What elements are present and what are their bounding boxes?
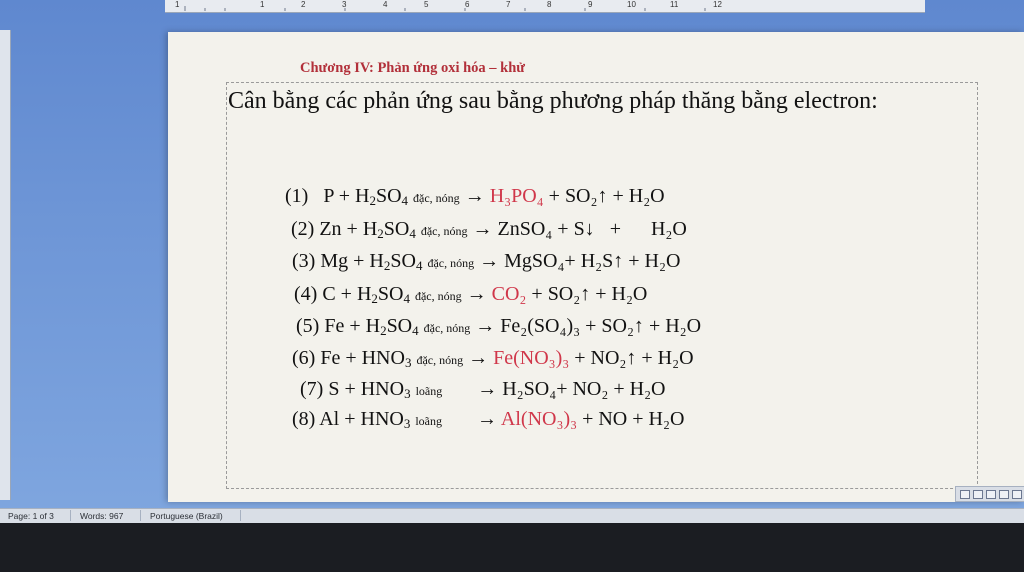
eq-condition: đặc, nóng bbox=[427, 256, 475, 270]
eq-condition: đặc, nóng bbox=[420, 224, 468, 238]
eq-product-2: SO₂↑ bbox=[601, 315, 644, 337]
vertical-ruler[interactable] bbox=[0, 30, 11, 500]
eq-reactant: Zn bbox=[319, 218, 342, 240]
eq-product-3: H₂O bbox=[611, 283, 648, 305]
eq-product-3: H₂O bbox=[644, 250, 681, 272]
eq-number: (3) bbox=[292, 250, 316, 272]
eq-number: (5) bbox=[296, 315, 320, 337]
horizontal-ruler[interactable] bbox=[165, 0, 925, 13]
eq-product-2: SO₂↑ bbox=[564, 185, 608, 207]
eq-product-1: CO₂ bbox=[491, 283, 527, 305]
eq-reactant: Mg bbox=[320, 250, 349, 272]
eq-product-2: NO bbox=[598, 408, 628, 430]
eq-reactant: Fe bbox=[320, 347, 341, 369]
status-language[interactable]: Portuguese (Brazil) bbox=[150, 511, 223, 521]
eq-product-1: MgSO₄ bbox=[504, 250, 565, 272]
ruler-number-2: 2 bbox=[301, 0, 306, 9]
eq-condition: loãng bbox=[415, 384, 443, 398]
status-separator bbox=[70, 510, 71, 521]
equation-5: (5) $Fe + H_2SO_4$ đặc, nóng → Fe₂(SO₄)₃ + SO₂↑ + H₂O bbox=[296, 315, 702, 338]
eq-product-3: H₂O bbox=[629, 378, 666, 400]
eq-number: (6) bbox=[292, 347, 316, 369]
eq-product-2: S↓ bbox=[573, 218, 595, 240]
equation-3: (3) $Mg + H_2SO_4$ đặc, nóng → MgSO₄+ H₂S↑ + H₂O bbox=[292, 250, 681, 273]
instruction-heading: Cân bằng các phản ứng sau bằng phương pháp thăng bằng electron: bbox=[228, 88, 878, 114]
eq-number: (2) bbox=[291, 218, 315, 240]
eq-product-3: H₂O bbox=[657, 347, 694, 369]
eq-product-3: H₂O bbox=[628, 185, 665, 207]
eq-product-2: SO₂↑ bbox=[547, 283, 591, 305]
eq-reactant: C bbox=[322, 283, 336, 305]
eq-condition: đặc, nóng bbox=[416, 353, 464, 367]
eq-condition: đặc, nóng bbox=[413, 191, 460, 205]
ruler-number-12: 12 bbox=[713, 0, 722, 9]
eq-product-1: ZnSO₄ bbox=[497, 218, 553, 240]
eq-product-1: H₃PO₄ bbox=[489, 185, 544, 207]
eq-condition: đặc, nóng bbox=[414, 289, 462, 303]
ruler-number-1a: 1 bbox=[175, 0, 180, 9]
web-layout-view-icon[interactable] bbox=[986, 490, 996, 499]
status-separator bbox=[140, 510, 141, 521]
draft-view-icon[interactable] bbox=[1012, 490, 1022, 499]
ruler-ticks bbox=[165, 0, 925, 12]
eq-product-3: H₂O bbox=[650, 218, 687, 240]
eq-product-1: H₂SO₄ bbox=[502, 378, 557, 400]
status-page[interactable]: Page: 1 of 3 bbox=[8, 511, 54, 521]
eq-reactant: P bbox=[323, 185, 334, 207]
chapter-title: Chương IV: Phản ứng oxi hóa – khử bbox=[300, 60, 525, 76]
ruler-number-1b: 1 bbox=[260, 0, 265, 9]
equation-1: (1) $P + H_2SO_4$ đặc, nóng → H₃PO₄ + SO₂↑ + H₂O bbox=[285, 185, 665, 208]
eq-reactant: Fe bbox=[324, 315, 345, 337]
equation-7: (7) $S + HNO_3$ loãng → H₂SO₄+ NO₂ + H₂O bbox=[300, 378, 666, 401]
ruler-number-3: 3 bbox=[342, 0, 347, 9]
status-bar bbox=[0, 508, 1024, 523]
ruler-number-9: 9 bbox=[588, 0, 593, 9]
equation-8: (8) $Al + HNO_3$ loãng → Al(NO₃)₃ + NO + H₂O bbox=[292, 408, 685, 431]
eq-reactant: S bbox=[328, 378, 340, 400]
eq-number: (7) bbox=[300, 378, 324, 400]
eq-condition: loãng bbox=[415, 414, 443, 428]
eq-product-1: Fe(NO₃)₃ bbox=[493, 347, 570, 369]
eq-number: (1) bbox=[285, 185, 309, 207]
status-words[interactable]: Words: 967 bbox=[80, 511, 124, 521]
ruler-number-11: 11 bbox=[670, 0, 679, 9]
eq-product-2: NO₂ bbox=[572, 378, 609, 400]
eq-condition: đặc, nóng bbox=[423, 321, 471, 335]
ruler-number-4: 4 bbox=[383, 0, 388, 9]
full-screen-view-icon[interactable] bbox=[973, 490, 983, 499]
ruler-number-8: 8 bbox=[547, 0, 552, 9]
view-buttons bbox=[955, 486, 1024, 502]
eq-product-3: H₂O bbox=[665, 315, 702, 337]
eq-product-1: Fe₂(SO₄)₃ bbox=[500, 315, 581, 337]
status-separator bbox=[240, 510, 241, 521]
eq-product-2: NO₂↑ bbox=[590, 347, 637, 369]
eq-product-1: Al(NO₃)₃ bbox=[500, 408, 578, 430]
equation-4: (4) $C + H_2SO_4$ đặc, nóng → CO₂ + SO₂↑ + H₂O bbox=[294, 283, 648, 306]
eq-reactant: Al bbox=[319, 408, 340, 430]
eq-number: (4) bbox=[294, 283, 318, 305]
ruler-number-5: 5 bbox=[424, 0, 429, 9]
eq-product-3: H₂O bbox=[648, 408, 685, 430]
eq-number: (8) bbox=[292, 408, 316, 430]
ruler-number-10: 10 bbox=[627, 0, 636, 9]
equation-6: (6) $Fe + HNO_3$ đặc, nóng → Fe(NO₃)₃ + NO₂↑ + H₂O bbox=[292, 347, 694, 370]
ruler-number-6: 6 bbox=[465, 0, 470, 9]
print-layout-view-icon[interactable] bbox=[960, 490, 970, 499]
eq-product-2: H₂S↑ bbox=[580, 250, 624, 272]
ruler-number-7: 7 bbox=[506, 0, 511, 9]
outline-view-icon[interactable] bbox=[999, 490, 1009, 499]
equation-2: (2) $Zn + H_2SO_4$ đặc, nóng → ZnSO₄ + S↓ + H₂O bbox=[291, 218, 687, 241]
